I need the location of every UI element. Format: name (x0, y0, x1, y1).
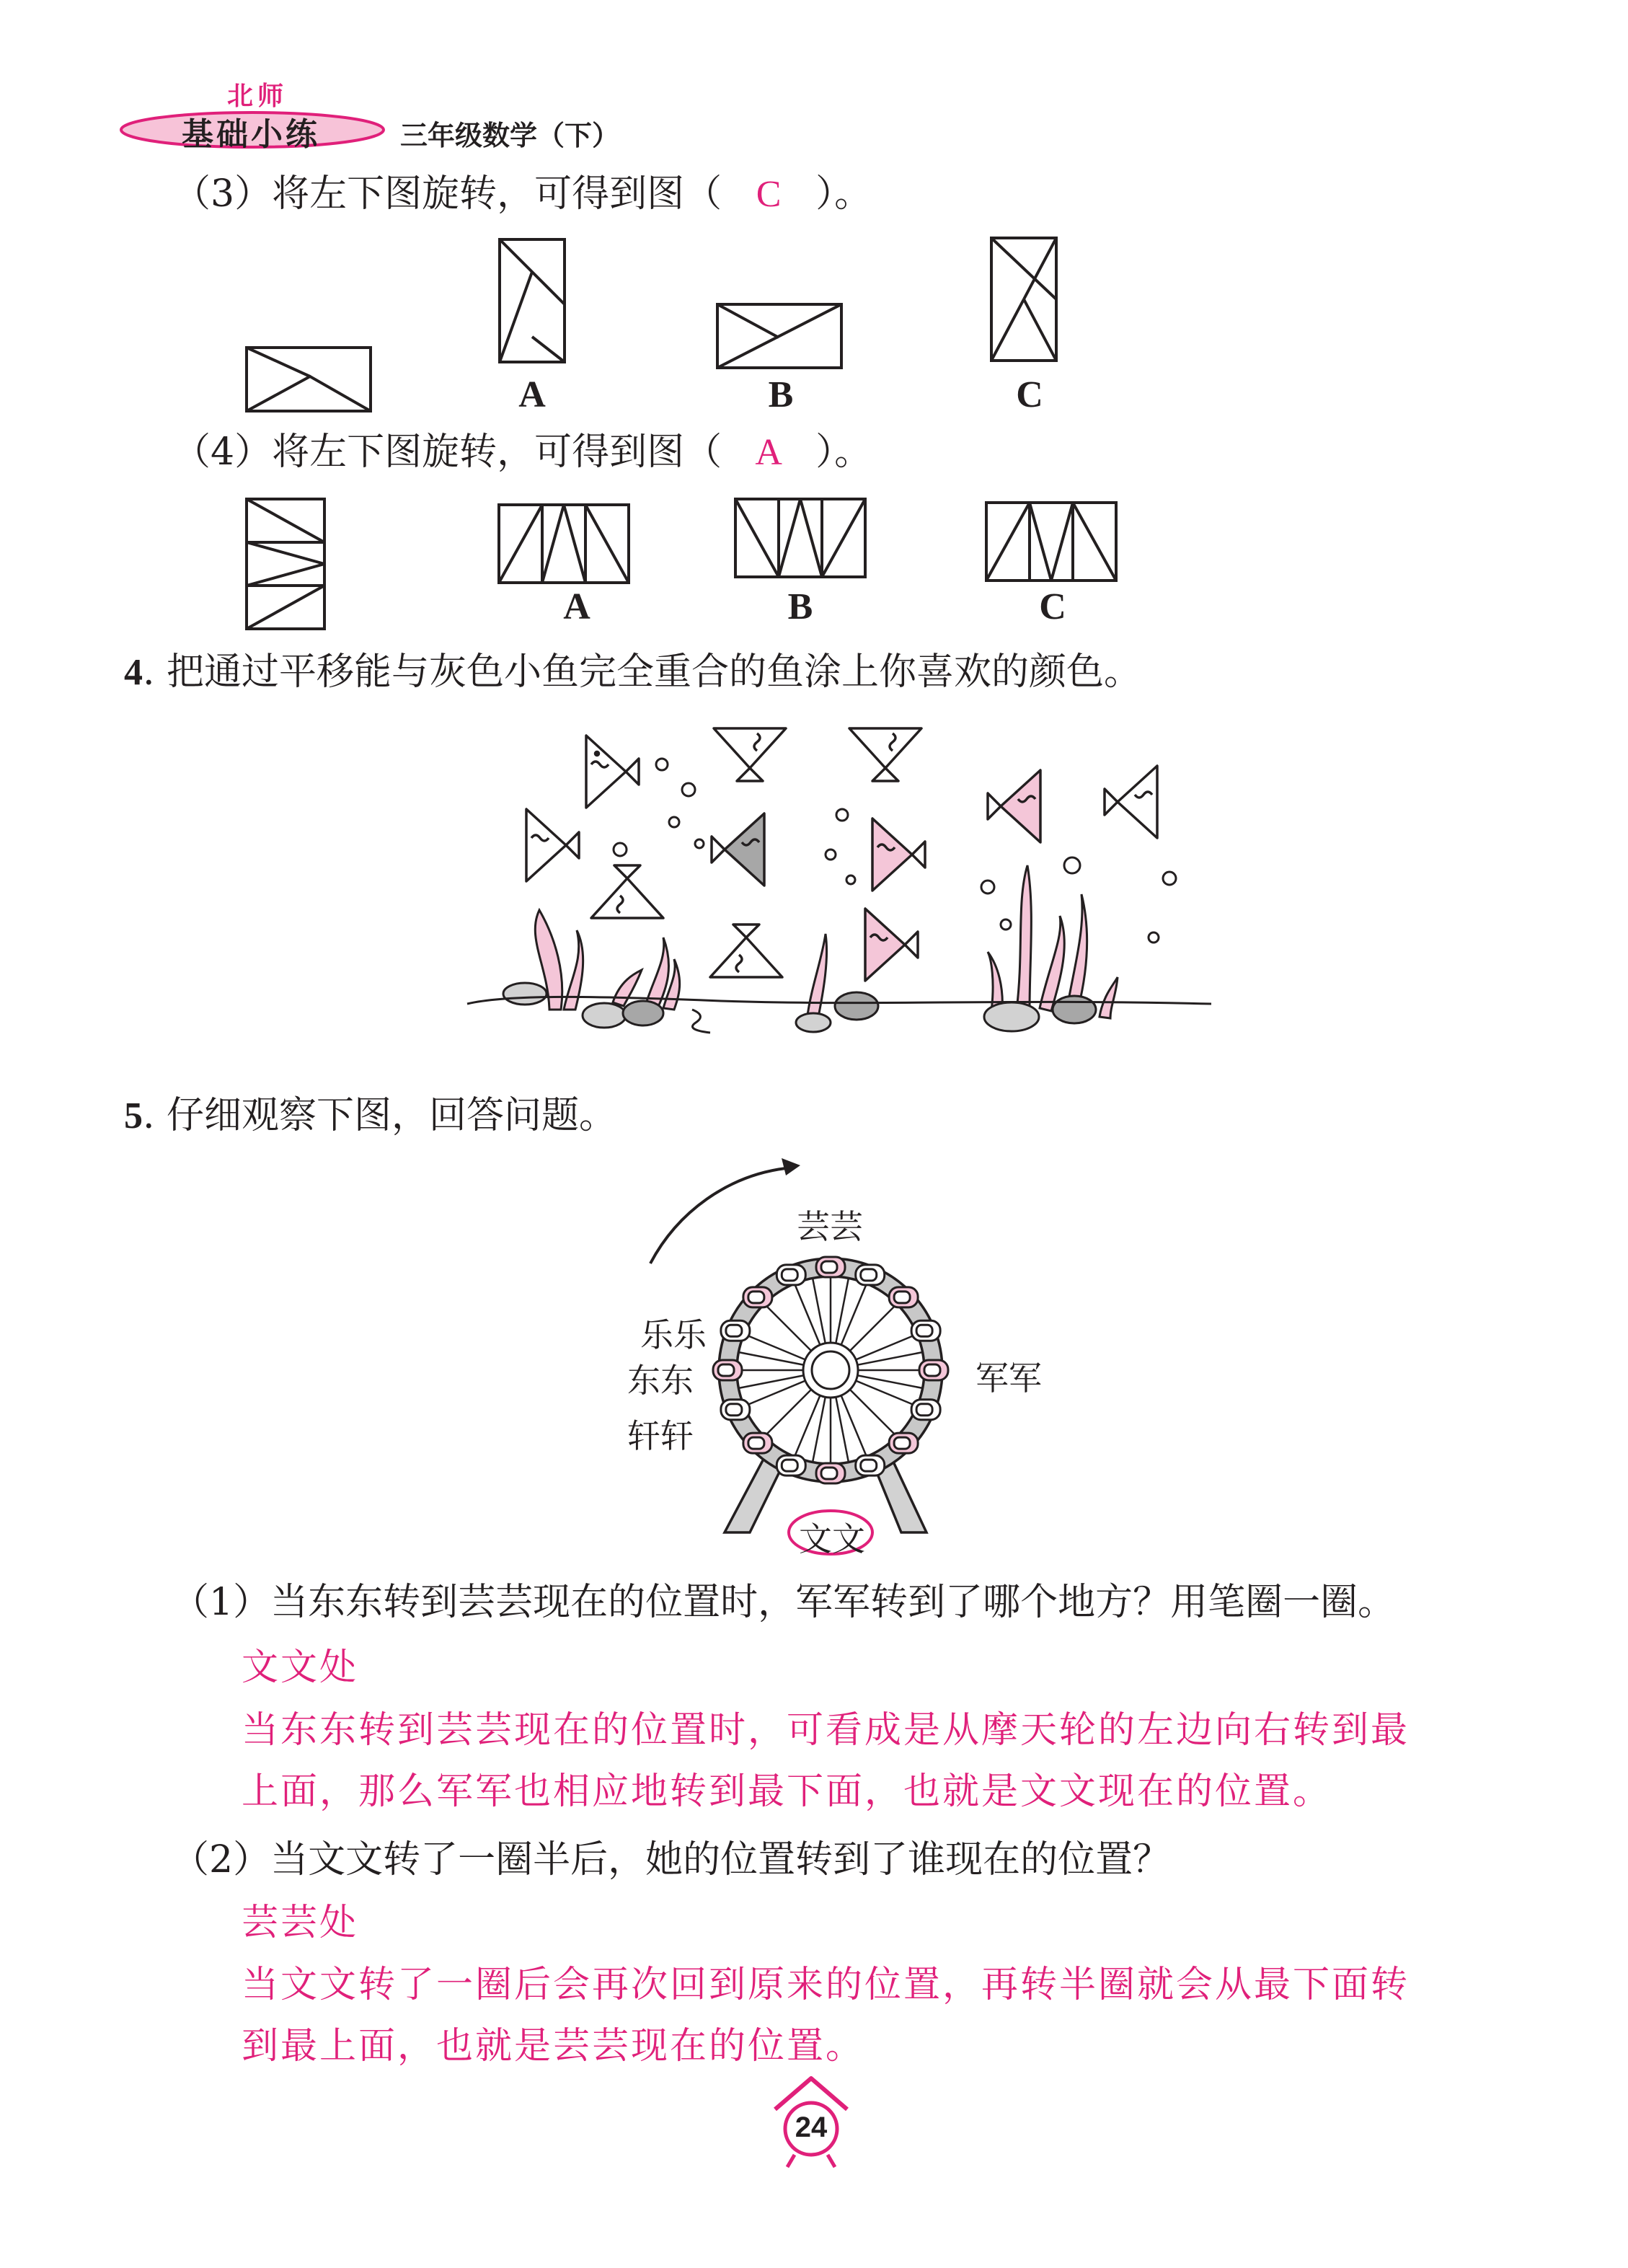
q5-text: . 仔细观察下图，回答问题。 (143, 1094, 617, 1137)
brand-top-text: 北师 (227, 81, 288, 111)
q5-sub1-answer: 文文处 (242, 1646, 359, 1689)
q4-number: 4 (124, 652, 143, 693)
q5-number: 5 (124, 1095, 143, 1137)
q3-sub4-label-c: C (1039, 586, 1066, 627)
q4-text: . 把通过平移能与灰色小鱼完全重合的鱼涂上你喜欢的颜色。 (143, 650, 1142, 694)
q3-sub4-prefix: （4）将左下图旋转，可得到图（ (173, 431, 722, 474)
name-left2: 东东 (627, 1361, 694, 1400)
q3-sub3-answer: C (756, 174, 782, 215)
q3-sub3-label-a: A (518, 374, 546, 415)
q5-sub2-explain-line1: 当文文转了一圈后会再次回到原来的位置，再转半圈就会从最下面转 (242, 1964, 1410, 2006)
q5-sub2-answer: 芸芸处 (242, 1902, 359, 1944)
q3-sub3-suffix: ）。 (815, 172, 872, 216)
name-top: 芸芸 (797, 1207, 863, 1246)
q3-sub3-prefix: （3）将左下图旋转，可得到图（ (173, 172, 722, 216)
q5-sub1-explain-line2: 上面，那么军军也相应地转到最下面，也就是文文现在的位置。 (242, 1770, 1332, 1813)
name-bottom: 文文 (799, 1519, 865, 1558)
book-title: 三年级数学（下） (400, 119, 620, 151)
brand-main-text: 基础小练 (182, 116, 320, 153)
q3-sub4-label-b: B (787, 586, 813, 627)
q3-sub4-label-a: A (563, 586, 590, 627)
page-number: 24 (795, 2112, 828, 2143)
q5-sub1-explain-line1: 当东东转到芸芸现在的位置时，可看成是从摩天轮的左边向右转到最 (242, 1709, 1410, 1752)
q5-sub1-question: （1）当东东转到芸芸现在的位置时，军军转到了哪个地方？用笔圈一圈。 (172, 1581, 1396, 1624)
q5-sub2-question: （2）当文文转了一圈半后，她的位置转到了谁现在的位置？ (172, 1838, 1171, 1881)
q3-sub3-label-c: C (1016, 374, 1043, 415)
name-right: 军军 (976, 1359, 1042, 1398)
name-left3: 轩轩 (627, 1416, 694, 1455)
name-left1: 乐乐 (640, 1315, 707, 1354)
q3-sub4-suffix: ）。 (815, 431, 872, 474)
q3-sub4-answer: A (755, 432, 782, 473)
q3-sub3-label-b: B (768, 374, 794, 415)
q5-sub2-explain-line2: 到最上面，也就是芸芸现在的位置。 (242, 2025, 865, 2068)
